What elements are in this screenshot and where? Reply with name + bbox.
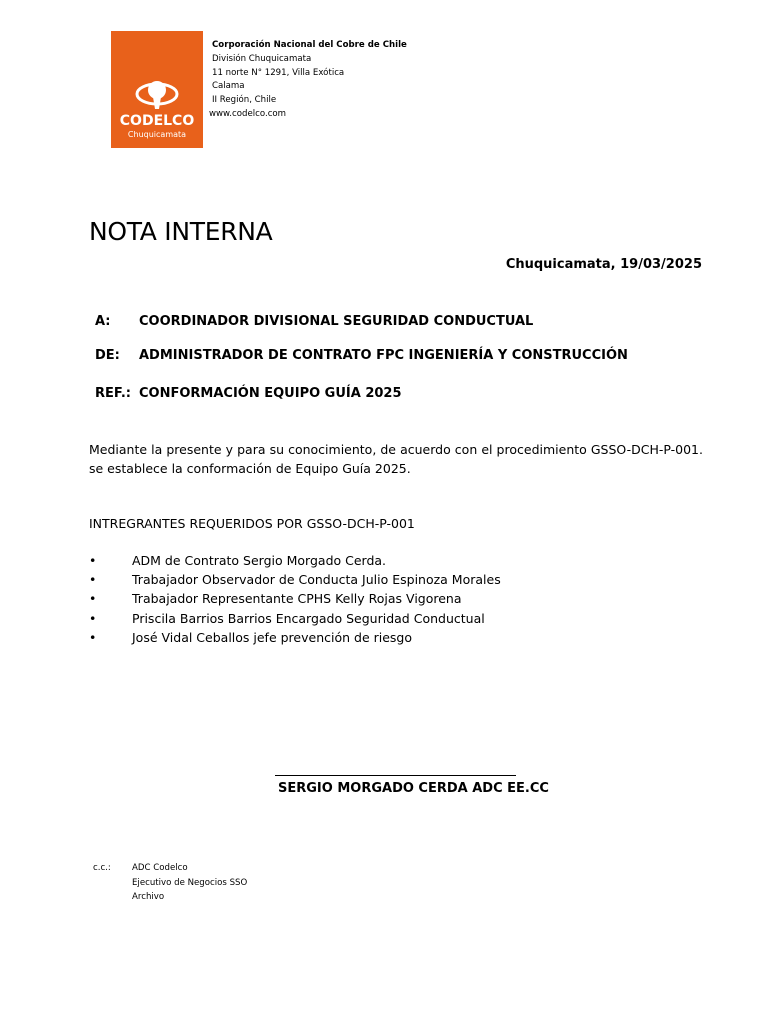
field-to bbox=[95, 314, 533, 329]
codelco-logo bbox=[111, 31, 203, 148]
member-name: José Vidal Ceballos jefe prevención de riesgo bbox=[132, 629, 413, 645]
bullet-icon: • bbox=[89, 572, 97, 588]
field-from-label: DE: bbox=[95, 348, 120, 363]
letterhead-city: Calama bbox=[212, 81, 245, 92]
list-item bbox=[89, 553, 501, 572]
cc-label: c.c.: bbox=[93, 863, 111, 873]
cc-recipient: Ejecutivo de Negocios SSO bbox=[132, 877, 248, 888]
document-title: NOTA INTERNA bbox=[89, 217, 273, 246]
list-item bbox=[89, 611, 501, 630]
bullet-icon: • bbox=[89, 591, 97, 607]
logo-wordmark: CODELCO bbox=[119, 113, 195, 129]
letterhead-web: www.codelco.com bbox=[209, 108, 287, 119]
field-from bbox=[95, 348, 628, 363]
letterhead-division: División Chuquicamata bbox=[212, 53, 312, 64]
field-reference bbox=[95, 386, 402, 401]
member-name: Trabajador Representante CPHS Kelly Rojas Vigorena bbox=[132, 591, 462, 607]
member-name: ADM de Contrato Sergio Morgado Cerda. bbox=[132, 553, 387, 568]
letterhead-org: Corporación Nacional del Cobre de Chile bbox=[212, 40, 407, 50]
members-list bbox=[89, 553, 501, 649]
logo-subtitle: Chuquicamata bbox=[127, 130, 187, 139]
body-paragraph: Mediante la presente y para su conocimiento, de acuerdo con el procedimiento GSSO-DCH-P-001. se establece la conformación de Equipo Guía 2025. bbox=[89, 442, 703, 476]
bullet-icon: • bbox=[89, 553, 97, 568]
cc-recipient: ADC Codelco bbox=[132, 863, 188, 873]
cc-recipients bbox=[132, 861, 247, 905]
bullet-icon: • bbox=[89, 629, 97, 645]
letterhead-address bbox=[209, 39, 407, 122]
members-heading: INTREGRANTES REQUERIDOS POR GSSO-DCH-P-001 bbox=[89, 516, 415, 531]
member-name: Priscila Barrios Barrios Encargado Seguridad Conductual bbox=[132, 610, 485, 626]
list-item bbox=[89, 572, 501, 591]
signature-line bbox=[275, 775, 516, 776]
list-item bbox=[89, 591, 501, 610]
list-item bbox=[89, 630, 501, 649]
signature-name: SERGIO MORGADO CERDA ADC EE.CC bbox=[278, 781, 549, 796]
document-date: Chuquicamata, 19/03/2025 bbox=[505, 257, 702, 272]
field-to-label: A: bbox=[95, 314, 111, 329]
letterhead-region: II Región, Chile bbox=[212, 95, 277, 106]
field-to-value: COORDINADOR DIVISIONAL SEGURIDAD CONDUCTUAL bbox=[139, 314, 534, 329]
field-reference-label: REF.: bbox=[95, 386, 131, 401]
member-name: Trabajador Observador de Conducta Julio Espinoza Morales bbox=[132, 572, 501, 588]
field-from-value: ADMINISTRADOR DE CONTRATO FPC INGENIERÍA Y CONSTRUCCIÓN bbox=[139, 348, 628, 363]
field-reference-value: CONFORMACIÓN EQUIPO GUÍA 2025 bbox=[139, 386, 402, 401]
cc-recipient: Archivo bbox=[132, 892, 165, 902]
bullet-icon: • bbox=[89, 610, 97, 626]
letterhead-street: 11 norte N° 1291, Villa Exótica bbox=[212, 67, 345, 78]
